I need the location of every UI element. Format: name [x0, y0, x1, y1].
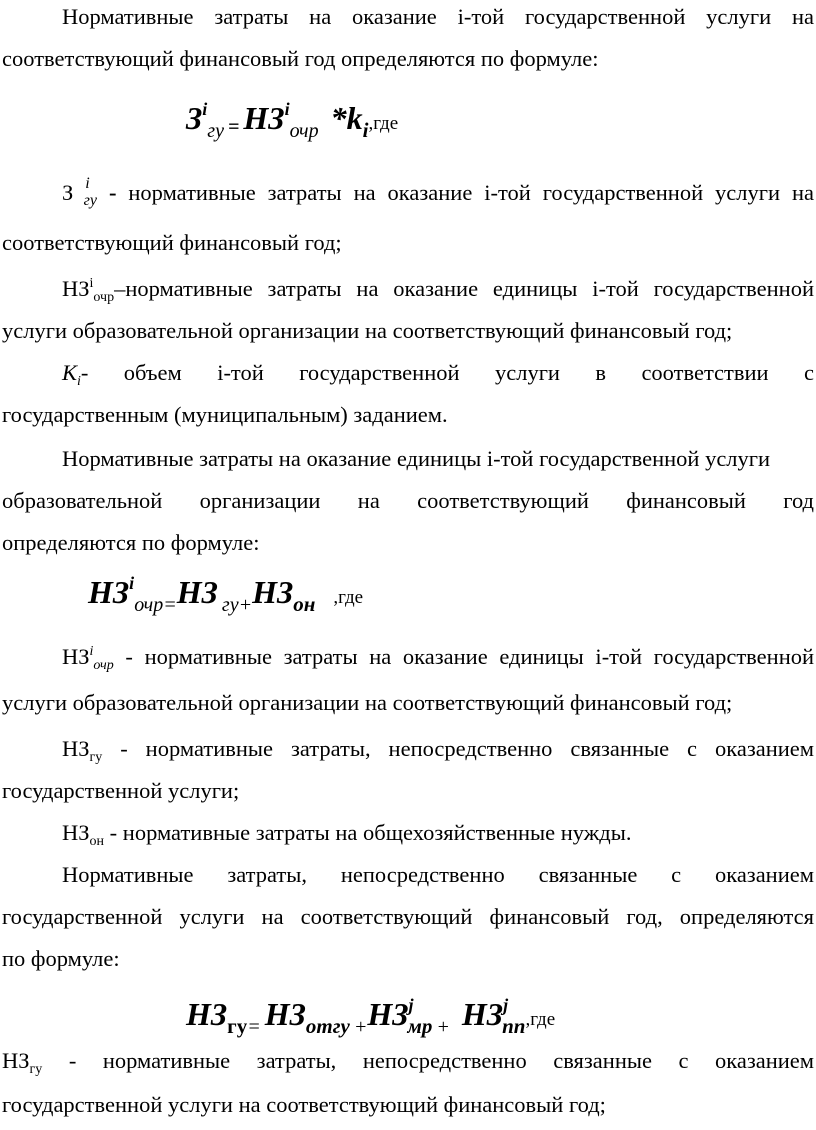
f3-t2-sup: j [408, 995, 414, 1015]
def1-symbol: З [62, 180, 74, 205]
para3-line3: по формуле: [2, 946, 120, 971]
para1-line1: Нормативные затраты на оказание i-той государственной услуги на [62, 4, 814, 29]
f3-lhs: НЗ [186, 996, 228, 1032]
def7-sub: гу [29, 1062, 43, 1077]
f2-lhs-sub: очр [134, 594, 164, 616]
def5-sub: гу [89, 750, 103, 765]
def1-sub: гу [83, 192, 98, 209]
def3-symbol: К [62, 360, 77, 385]
formula-3 [186, 995, 556, 1038]
def5-line1 [62, 736, 814, 766]
def6-line1 [62, 820, 814, 850]
def3-sub: i [76, 374, 81, 389]
def4-dash: - [125, 644, 133, 669]
f2-lhs: НЗ [88, 574, 130, 610]
def6-symbol: НЗ [62, 820, 90, 845]
f2-tail: ,где [333, 587, 364, 608]
f1-lhs-sup: i [202, 99, 208, 119]
f3-t1-sub: отгу [305, 1014, 350, 1038]
def7-line2: государственной услуги на соответствующий финансовый год; [2, 1092, 606, 1117]
def1-sup: i [85, 175, 90, 192]
def7-symbol: НЗ [2, 1048, 30, 1073]
para3-line1: Нормативные затраты, непосредственно связанные с оказанием [62, 862, 814, 887]
f2-t1: НЗ [176, 574, 218, 610]
f3-t2: НЗ [367, 996, 409, 1032]
para2-line3: определяются по формуле: [2, 530, 260, 555]
f2-t2-sub: он [293, 592, 316, 616]
para2-line1: Нормативные затраты на оказание единицы i-той государственной услуги [62, 446, 771, 471]
f1-k: k [346, 100, 363, 136]
def1-line2: соответствующий финансовый год; [2, 230, 342, 255]
def4-sub: очр [93, 658, 114, 673]
def7-line1 [2, 1048, 814, 1078]
def7-text: - нормативные затраты, непосредственно связанные с оказанием [68, 1048, 815, 1073]
def6-text: - нормативные затраты на общехозяйственные нужды. [109, 820, 632, 845]
def2-symbol: $НЗ^i_{очр}$–нормативные затраты на оказание единицы i-той государственной [62, 276, 814, 305]
f1-mult: * [330, 100, 347, 136]
f1-k-sub: i [362, 118, 369, 142]
def4-line2: услуги образовательной организации на соответствующий финансовый год; [2, 690, 733, 715]
def4-text: нормативные затраты на оказание единицы i-той государственной [144, 644, 815, 669]
def5-text: - нормативные затраты, непосредственно связанные с оказанием [120, 736, 814, 761]
def1-dash: - [108, 180, 117, 205]
para1-line2: соответствующий финансовый год определяются по формуле: [2, 46, 599, 71]
f3-t3-sup: j [503, 995, 509, 1015]
para3-line2: государственной услуги на соответствующий финансовый год, определяются [2, 904, 814, 929]
def5-symbol: НЗ [62, 736, 90, 761]
f3-t2-sub: мр [407, 1014, 433, 1038]
def3-line2: государственным (муниципальным) заданием. [2, 402, 448, 427]
f2-plus: + [238, 594, 253, 616]
formula-2 [88, 573, 364, 616]
f2-lhs-sup: i [129, 573, 135, 593]
f3-lhs-sub: гу [227, 1014, 248, 1038]
para2-line2: образовательной организации на соответствующий финансовый год [2, 488, 814, 513]
formula-1 [186, 99, 399, 142]
def1-line1 [62, 175, 815, 209]
def4-symbol: НЗ [62, 644, 90, 669]
f3-plus2: + [436, 1016, 450, 1038]
f3-t3-sub: пп [502, 1014, 526, 1038]
f2-t1-sub: гу [221, 594, 239, 616]
f1-eq: = [227, 116, 240, 138]
def1-text: нормативные затраты на оказание i-той государственной услуги на [128, 180, 815, 205]
f3-t1: НЗ [264, 996, 306, 1032]
f1-r1-sup: i [284, 99, 290, 119]
f1-lhs-sub: гу [207, 120, 224, 142]
def6-sub: он [89, 834, 105, 849]
f3-plus1: + [353, 1016, 368, 1038]
def3-text: - объем i-той государственной услуги в соответствии с [80, 360, 814, 385]
def2-line1 [62, 276, 814, 306]
def2-line2: услуги образовательной организации на соответствующий финансовый год; [2, 318, 733, 343]
f3-tail: ,где [525, 1009, 556, 1030]
f2-t2: НЗ [252, 574, 294, 610]
def5-line2: государственной услуги; [2, 778, 240, 803]
f1-r1: НЗ [243, 100, 285, 136]
f1-r1-sub: очр [289, 120, 319, 142]
f3-eq: = [247, 1016, 261, 1038]
def4-line1 [62, 644, 814, 674]
f3-t3: НЗ [461, 996, 504, 1032]
def3-line1 [62, 360, 814, 390]
f1-tail: ,где [368, 113, 399, 134]
def4-sup: i [89, 644, 94, 659]
f2-eq: = [163, 594, 177, 616]
f1-lhs: З [186, 100, 203, 136]
